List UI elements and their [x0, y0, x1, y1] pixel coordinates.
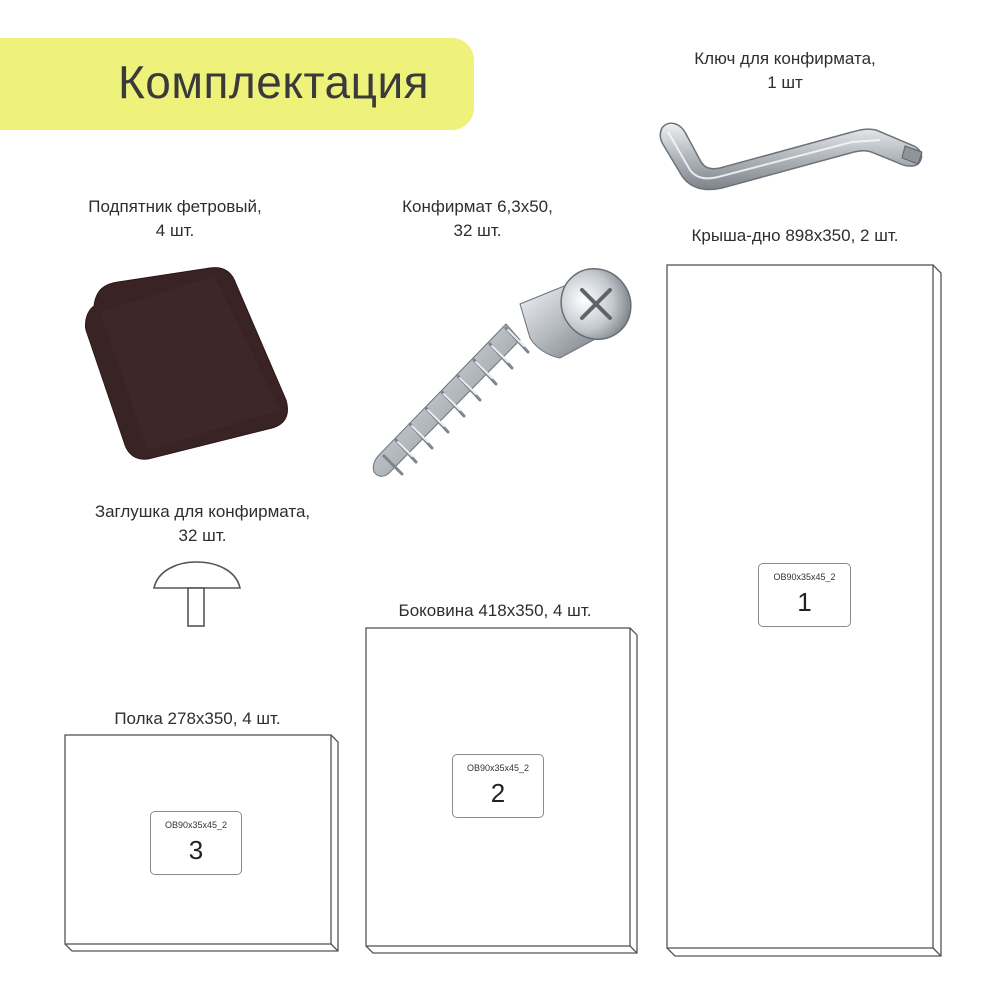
page-title: Комплектация	[118, 56, 430, 108]
felt-pad-icon	[85, 268, 287, 460]
top-bottom-caption: Крыша-дно 898х350, 2 шт.	[691, 226, 899, 245]
panel-top-bottom-label	[758, 563, 851, 627]
key-caption-line1: Ключ для конфирмата,	[694, 49, 876, 68]
panel-number: 3	[188, 835, 204, 865]
panel-number: 2	[490, 778, 506, 808]
screw-caption-line2: 32 шт.	[453, 221, 502, 240]
plug-cap-icon	[154, 562, 240, 626]
panel-shelf-label	[150, 811, 242, 875]
panel-side-label	[452, 754, 544, 818]
side-caption: Боковина 418х350, 4 шт.	[398, 601, 592, 620]
confirmat-screw-icon	[373, 255, 645, 477]
panel-code: ОВ90х35х45_2	[164, 820, 228, 830]
hex-key-icon	[660, 123, 922, 189]
shelf-caption: Полка 278х350, 4 шт.	[114, 709, 281, 728]
panel-code: ОВ90х35х45_2	[773, 572, 836, 582]
felt-caption-line1: Подпятник фетровый,	[88, 197, 262, 216]
felt-caption-line2: 4 шт.	[155, 221, 195, 240]
cap-caption-line1: Заглушка для конфирмата,	[94, 502, 311, 521]
screw-caption-line1: Конфирмат 6,3х50,	[402, 197, 553, 216]
panel-code: ОВ90х35х45_2	[466, 763, 530, 773]
key-caption-line2: 1 шт	[767, 73, 803, 92]
cap-caption-line2: 32 шт.	[178, 526, 227, 545]
panel-number: 1	[797, 587, 812, 617]
